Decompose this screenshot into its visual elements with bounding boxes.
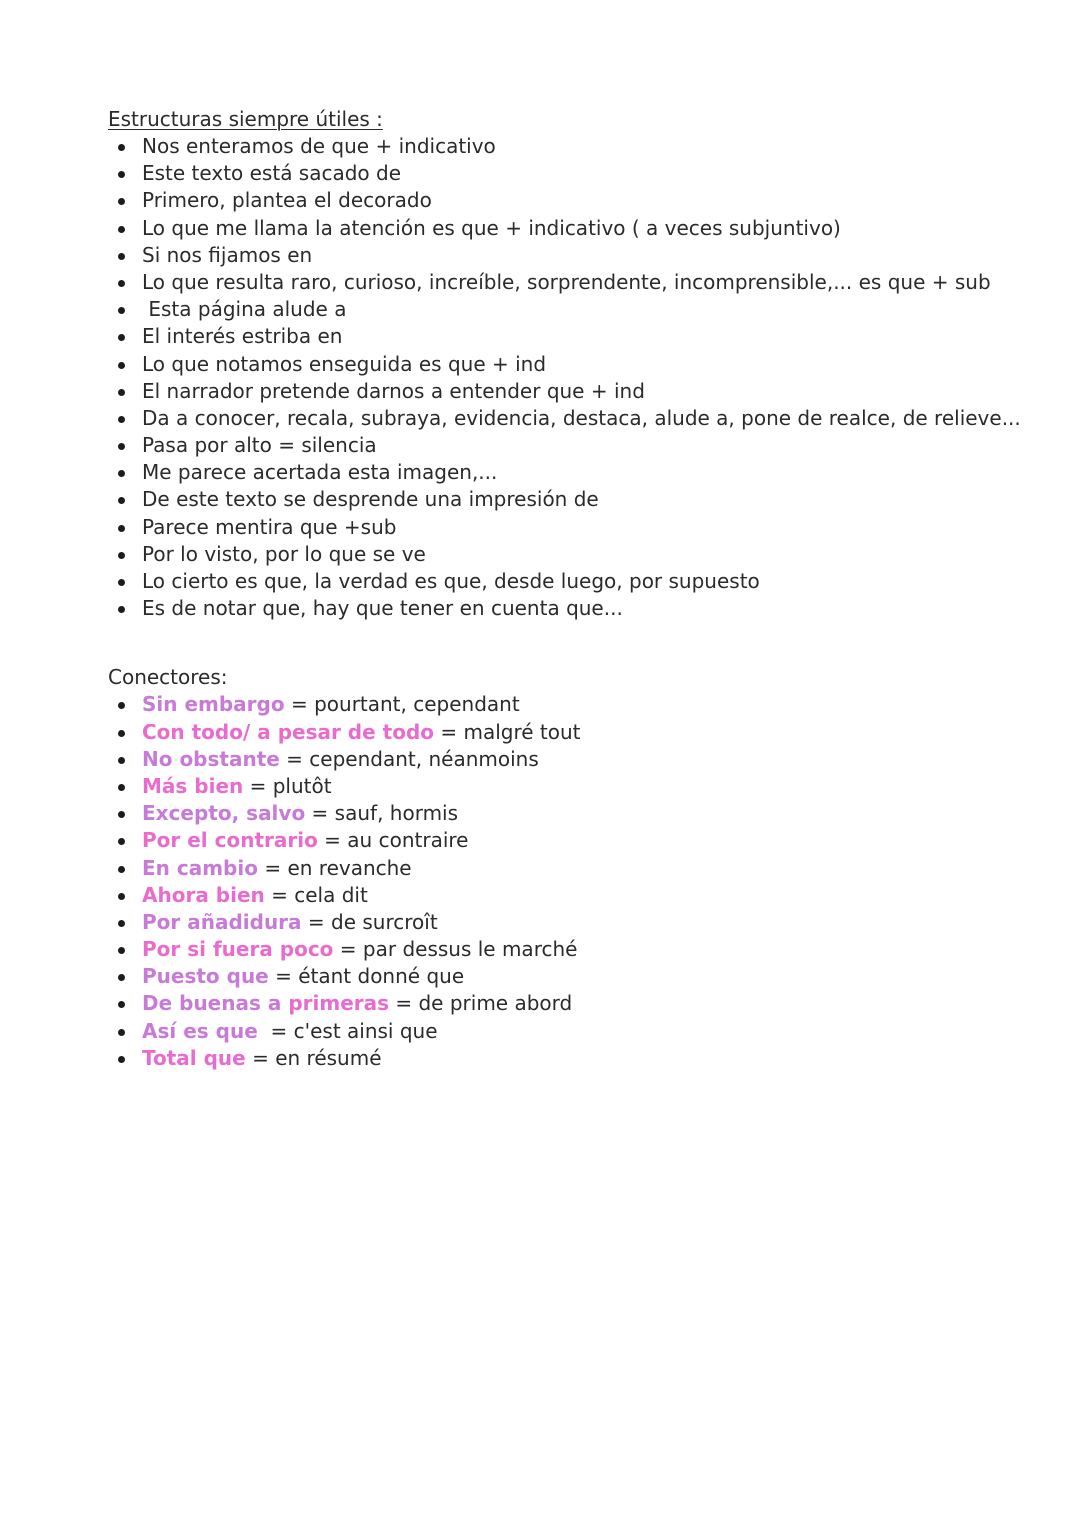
connector-keyword: En cambio — [142, 855, 258, 880]
list-item — [108, 595, 1008, 622]
connector-keyword: Por si fuera poco — [142, 937, 334, 962]
bullet-icon — [118, 416, 125, 423]
list-item-text: Primero, plantea el decorado — [142, 188, 432, 213]
list-item — [108, 459, 1008, 486]
bullet-icon — [118, 606, 125, 613]
connector-keyword: De buenas a — [142, 991, 289, 1016]
bullet-icon — [118, 280, 125, 287]
list-item — [108, 323, 1008, 350]
bullet-icon — [118, 811, 125, 818]
connector-keyword: Puesto que — [142, 964, 269, 989]
bullet-icon — [118, 144, 125, 151]
list-item — [108, 269, 1008, 296]
connector-keyword: Sin embargo — [142, 692, 285, 717]
list-item — [108, 160, 1008, 187]
list-item-text: Este texto está sacado de — [142, 161, 402, 186]
list-item — [108, 486, 1008, 513]
connector-meaning: = de prime abord — [389, 991, 573, 1016]
connector-meaning: = plutôt — [243, 773, 332, 798]
bullet-icon — [118, 171, 125, 178]
bullet-icon — [118, 866, 125, 873]
estructuras-list — [108, 133, 1021, 622]
document-page — [108, 106, 1021, 1072]
bullet-icon — [118, 947, 125, 954]
bullet-icon — [118, 470, 125, 477]
list-item — [108, 242, 1008, 269]
connector-meaning: = pourtant, cependant — [284, 692, 520, 717]
bullet-icon — [118, 552, 125, 559]
bullet-icon — [118, 253, 125, 260]
list-item-text: Nos enteramos de que + indicativo — [142, 134, 496, 158]
connector-keyword: Total que — [142, 1045, 246, 1070]
connector-keyword: Por el contrario — [142, 828, 318, 853]
connector-meaning: = au contraire — [317, 828, 469, 853]
list-item — [108, 351, 1008, 378]
connector-item — [108, 1045, 1008, 1072]
connector-meaning: = en résumé — [245, 1045, 382, 1070]
connector-keyword: Ahora bien — [142, 882, 265, 907]
list-item-text: De este texto se desprende una impresión de — [142, 487, 599, 512]
bullet-icon — [118, 838, 125, 845]
connector-item — [108, 936, 1008, 963]
bullet-icon — [118, 1029, 125, 1036]
bullet-icon — [118, 226, 125, 233]
bullet-icon — [118, 730, 125, 737]
list-item-text: Es de notar que, hay que tener en cuenta que... — [142, 596, 623, 621]
list-item — [108, 432, 1008, 459]
bullet-icon — [118, 1001, 125, 1008]
bullet-icon — [118, 893, 125, 900]
conectores-title: Conectores: — [108, 665, 228, 690]
bullet-icon — [118, 784, 125, 791]
connector-keyword: Así es que — [142, 1018, 258, 1043]
connector-item — [108, 909, 1008, 936]
estructuras-title: Estructuras siempre útiles : — [108, 107, 383, 131]
list-item-text: Me parece acertada esta imagen,... — [142, 460, 498, 485]
connector-keyword: Más bien — [142, 773, 244, 798]
list-item-text: Por lo visto, por lo que se ve — [142, 541, 426, 566]
connector-keyword: Por añadidura — [142, 909, 302, 934]
connector-meaning: = étant donné que — [268, 964, 465, 989]
connector-keyword: Excepto, salvo — [142, 801, 306, 826]
connector-keyword: Con todo/ a pesar de todo — [142, 719, 435, 744]
list-item-text: Esta página alude a — [142, 297, 347, 322]
connector-item — [108, 719, 1008, 746]
connector-item — [108, 827, 1008, 854]
connector-meaning: = sauf, hormis — [305, 801, 459, 826]
bullet-icon — [118, 757, 125, 764]
list-item — [108, 133, 1008, 160]
list-item — [108, 296, 1008, 323]
list-item — [108, 215, 1008, 242]
bullet-icon — [118, 198, 125, 205]
conectores-list — [108, 691, 1008, 1072]
bullet-icon — [118, 920, 125, 927]
bullet-icon — [118, 334, 125, 341]
list-item-text: Si nos fijamos en — [142, 242, 313, 267]
bullet-icon — [118, 443, 125, 450]
connector-meaning: = de surcroît — [301, 909, 438, 934]
list-item-text: El interés estriba en — [142, 324, 343, 349]
bullet-icon — [118, 974, 125, 981]
connector-item — [108, 963, 1008, 990]
bullet-icon — [118, 389, 125, 396]
connector-meaning: = par dessus le marché — [333, 937, 578, 962]
connector-item — [108, 855, 1008, 882]
connector-meaning: = en revanche — [257, 855, 412, 880]
list-item — [108, 405, 1021, 432]
connector-item — [108, 882, 1008, 909]
connector-meaning: = cependant, néanmoins — [279, 746, 539, 771]
bullet-icon — [118, 362, 125, 369]
bullet-icon — [118, 525, 125, 532]
list-item-text: Pasa por alto = silencia — [142, 433, 377, 458]
list-item-text: Lo que me llama la atención es que + indicativo ( a veces subjuntivo) — [142, 215, 841, 240]
list-item-text: Lo cierto es que, la verdad es que, desde luego, por supuesto — [142, 569, 760, 593]
connector-item — [108, 746, 1008, 773]
connector-meaning: = c'est ainsi que — [257, 1018, 438, 1043]
connector-item — [108, 773, 1008, 800]
list-item-text: Parece mentira que +sub — [142, 514, 397, 539]
bullet-icon — [118, 497, 125, 504]
connector-item — [108, 800, 1008, 827]
bullet-icon — [118, 307, 125, 314]
connector-item — [108, 691, 1008, 718]
bullet-icon — [118, 579, 125, 586]
section-gap — [108, 622, 1008, 664]
list-item-text: El narrador pretende darnos a entender que + ind — [142, 378, 645, 403]
list-item — [108, 378, 1008, 405]
bullet-icon — [118, 702, 125, 709]
list-item — [108, 568, 1008, 595]
connector-meaning: = cela dit — [264, 882, 368, 907]
list-item-text: Lo que resulta raro, curioso, increíble, sorprendente, incomprensible,... es que + sub — [142, 269, 991, 294]
list-item — [108, 541, 1008, 568]
connector-item — [108, 1018, 1008, 1045]
list-item — [108, 187, 1008, 214]
connector-keyword: No obstante — [142, 746, 280, 771]
list-item-text: Lo que notamos enseguida es que + ind — [142, 351, 547, 376]
connector-keyword: primeras — [288, 991, 390, 1016]
connector-item — [108, 990, 1008, 1017]
list-item-text: Da a conocer, recala, subraya, evidencia, destaca, alude a, pone de realce, de relieve... — [142, 405, 1021, 430]
list-item — [108, 514, 1008, 541]
bullet-icon — [118, 1056, 125, 1063]
connector-meaning: = malgré tout — [434, 719, 581, 744]
